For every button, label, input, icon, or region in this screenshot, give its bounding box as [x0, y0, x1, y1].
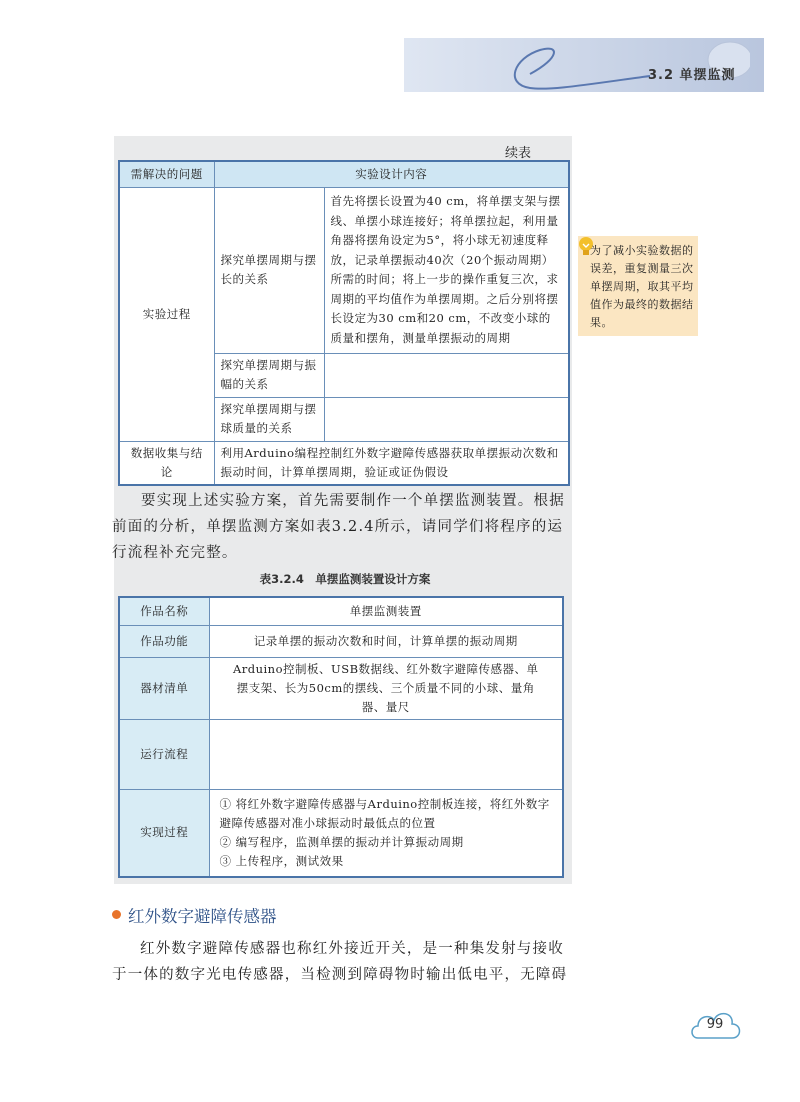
table2-caption: 表3.2.4 单摆监测装置设计方案	[259, 572, 431, 586]
row-value: 记录单摆的振动次数和时间，计算单摆的振动周期	[209, 625, 563, 657]
header-question: 需解决的问题	[119, 161, 214, 187]
experiment-design-table	[118, 160, 570, 486]
sub-label-length: 探究单摆周期与摆长的关系	[214, 187, 324, 353]
row-label: 作品功能	[119, 625, 209, 657]
body-line: 红外数字避障传感器也称红外接近开关，是一种集发射与接收	[140, 941, 564, 957]
sub-label-mass: 探究单摆周期与摆球质量的关系	[214, 397, 324, 441]
process-step: ① 将红外数字避障传感器与Arduino控制板连接，将红外数字避障传感器对准小球振动时最低点的位置	[219, 796, 550, 830]
sub-content-length: 首先将摆长设置为40 cm，将单摆支架与摆线、单摆小球连接好；将单摆拉起，利用量角器将摆角设定为5°，将小球无初速度释放，记录单摆振动40次（20个振动周期）所需的时间；将上一步的操作重复三次，求周期的平均值作为单摆周期。之后分别将摆长设定为30 cm和20 cm，不改变小球的质量和摆角，测量单摆振动的周期	[324, 187, 569, 353]
row-label: 运行流程	[119, 719, 209, 789]
page-number: 99	[706, 1017, 724, 1032]
continued-label: 续表	[505, 146, 532, 161]
row-value-empty	[209, 719, 563, 789]
row-label-data: 数据收集与结论	[119, 441, 214, 485]
row-label: 作品名称	[119, 597, 209, 625]
sub-label-amplitude: 探究单摆周期与振幅的关系	[214, 353, 324, 397]
row-label-process: 实验过程	[119, 187, 214, 441]
row-value: 单摆监测装置	[209, 597, 563, 625]
row-label: 器材清单	[119, 657, 209, 719]
section-heading: 红外数字避障传感器	[128, 907, 277, 926]
section-title: 3.2 单摆监测	[648, 68, 736, 83]
sub-content-amplitude	[324, 353, 569, 397]
process-step: ③ 上传程序，测试效果	[219, 853, 344, 868]
body-line: 于一体的数字光电传感器，当检测到障碍物时输出低电平，无障碍	[112, 967, 568, 983]
side-note-text: 为了减小实验数据的误差，重复测量三次单摆周期，取其平均值作为最终的数据结果。	[590, 244, 694, 329]
header-design: 实验设计内容	[214, 161, 569, 187]
bullet-dot-icon	[112, 910, 121, 919]
intro-paragraph: 要实现上述实验方案，首先需要制作一个单摆监测装置。根据前面的分析，单摆监测方案如表3.2.4所示，请同学们将程序的运行流程补充完整。	[112, 493, 565, 561]
data-conclusion-content: 利用Arduino编程控制红外数字避障传感器获取单摆振动次数和振动时间，计算单摆周期，验证或证伪假设	[214, 441, 569, 485]
sub-content-mass	[324, 397, 569, 441]
row-label: 实现过程	[119, 789, 209, 877]
side-note	[578, 236, 698, 336]
process-steps	[209, 789, 563, 877]
monitor-design-table	[118, 596, 564, 878]
row-value: Arduino控制板、USB数据线、红外数字避障传感器、单摆支架、长为50cm的摆线、三个质量不同的小球、量角器、量尺	[209, 657, 563, 719]
process-step: ② 编写程序，监测单摆的振动并计算振动周期	[219, 834, 464, 849]
